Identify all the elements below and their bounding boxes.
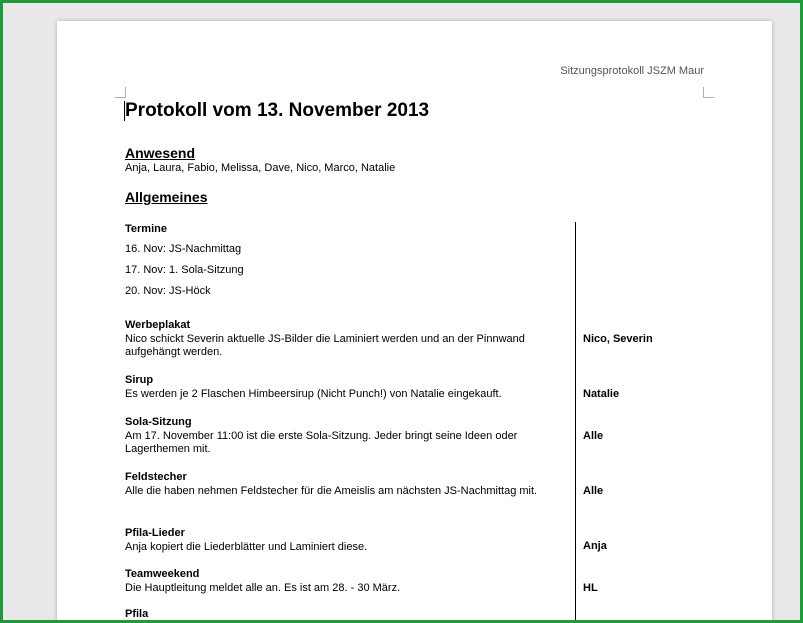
termin-entry: 17. Nov: 1. Sola-Sitzung [125,264,244,276]
agenda-item-responsible: Anja [583,540,607,552]
attendance-heading: Anwesend [125,145,196,161]
agenda-item-text: Die Hauptleitung meldet alle an. Es ist am 28. - 30 März. [125,581,401,594]
agenda-item-title: Pfila-Lieder [125,527,185,539]
agenda-item-text: Am 17. November 11:00 ist die erste Sola-Sitzung. Jeder bringt seine Ideen oder Lagerthemen mit. [125,429,518,455]
agenda-item [125,471,570,498]
agenda-item-title: Sirup [125,374,154,386]
termine-title: Termine [125,223,167,235]
agenda-item-text: Es werden je 2 Flaschen Himbeersirup (Nicht Punch!) von Natalie eingekauft. [125,387,502,400]
margin-corner-top-left [115,87,126,98]
agenda-item [125,374,570,401]
document-page[interactable] [57,21,772,623]
agenda-item-text: Nico schickt Severin aktuelle JS-Bilder die Laminiert werden und an der Pinnwand aufgehängt werden. [125,332,525,358]
general-heading: Allgemeines [125,189,208,205]
agenda-item-responsible: Alle [583,485,604,497]
agenda-item-text: Anja kopiert die Liederblätter und Laminiert diese. [125,540,368,553]
agenda-item-title: Feldstecher [125,471,187,483]
page-header-label: Sitzungsprotokoll JSZM Maur [560,65,704,77]
agenda-item [125,527,570,554]
agenda-item [125,416,570,457]
agenda-item-title: Sola-Sitzung [125,416,192,428]
agenda-item-title: Werbeplakat [125,319,191,331]
table-column-divider [575,222,576,623]
attendance-names: Anja, Laura, Fabio, Melissa, Dave, Nico, Marco, Natalie [125,162,396,174]
agenda-item [125,568,570,595]
document-title: Protokoll vom 13. November 2013 [125,100,430,121]
agenda-item [125,608,570,622]
margin-corner-top-right [703,87,714,98]
agenda-item-responsible: HL [583,582,598,594]
agenda-item-text: Alle die haben nehmen Feldstecher für die Ameislis am nächsten JS-Nachmittag mit. [125,484,538,497]
agenda-item [125,319,570,360]
agenda-item-title: Pfila [125,608,149,620]
termin-entry: 20. Nov: JS-Höck [125,285,211,297]
termin-entry: 16. Nov: JS-Nachmittag [125,243,242,255]
agenda-item-responsible: Nico, Severin [583,333,653,345]
agenda-item-responsible: Natalie [583,388,620,400]
agenda-item-responsible: Alle [583,430,604,442]
agenda-item-title: Teamweekend [125,568,200,580]
